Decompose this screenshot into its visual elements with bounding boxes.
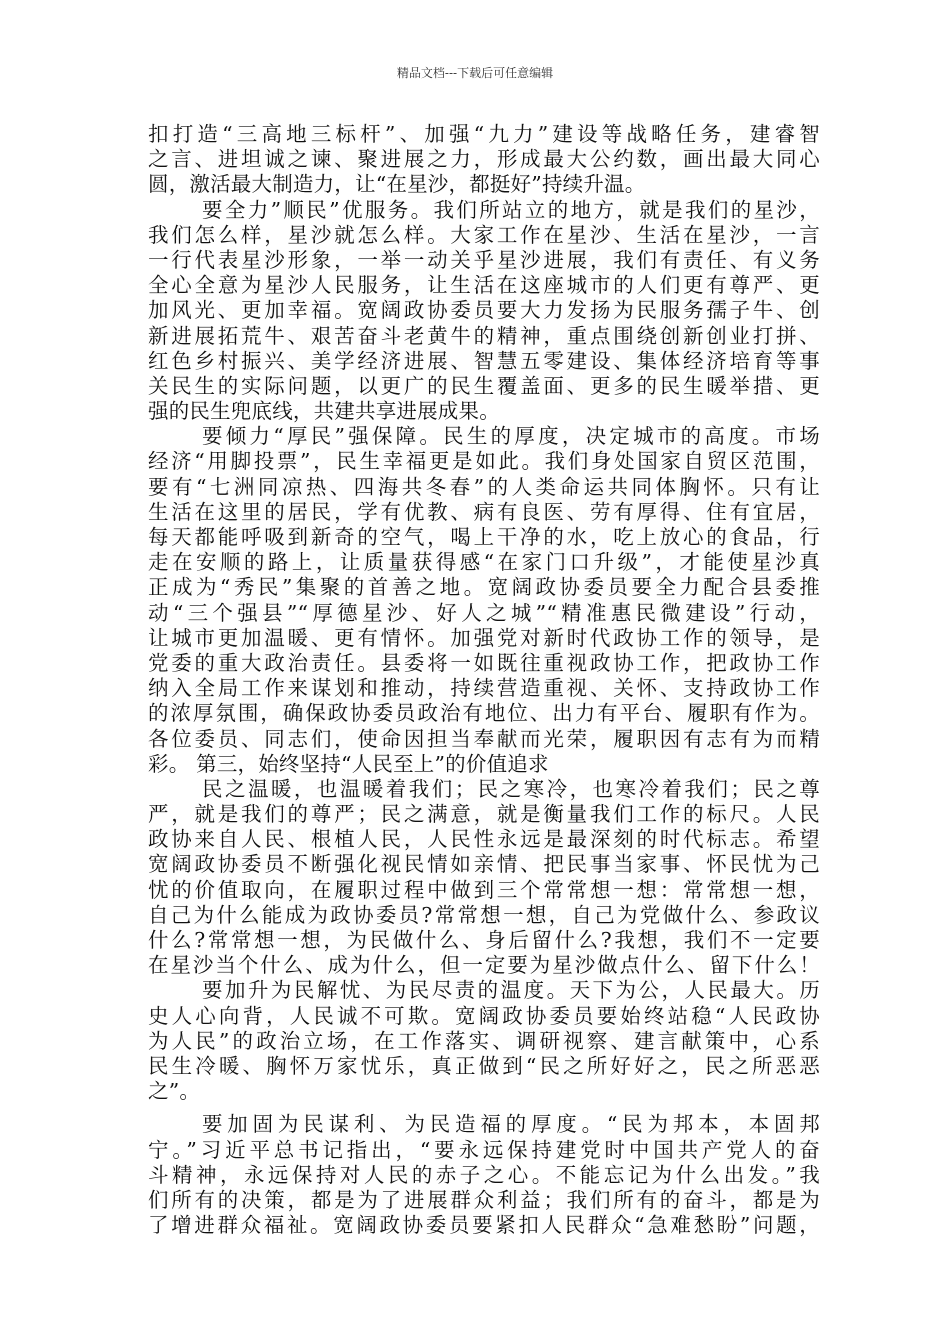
text-line: 经济“用脚投票”，民生幸福更是如此。我们身处国家自贸区范围， xyxy=(148,449,820,474)
text-line: 什么?常常想一想，为民做什么、身后留什么?我想，我们不一定要 xyxy=(148,928,820,952)
text-line: 扣打造“三高地三标杆”、加强“九力”建设等战略任务，建睿智 xyxy=(148,122,820,146)
paragraph-gap xyxy=(148,1104,820,1112)
text-line: 每天都能呼吸到新奇的空气，喝上干净的水，吃上放心的食品，行 xyxy=(148,525,820,549)
text-line: 关民生的实际问题，以更广的民生覆盖面、更多的民生暖举措、更 xyxy=(148,373,820,398)
text-line: 之言、进坦诚之谏、聚进展之力，形成最大公约数，画出最大同心 xyxy=(148,147,820,172)
text-line: 们所有的决策，都是为了进展群众利益；我们所有的奋斗，都是为 xyxy=(148,1187,820,1212)
text-line: 全心全意为星沙人民服务，让生活在这座城市的人们更有尊严、更 xyxy=(148,273,820,298)
text-line: 民生冷暖、胸怀万家忧乐，真正做到“民之所好好之，民之所恶恶 xyxy=(148,1053,820,1078)
text-line: 各位委员、同志们，使命因担当奉献而光荣，履职因有志有为而精 xyxy=(148,726,820,751)
text-line: 为人民”的政治立场，在工作落实、调研视察、建言献策中，心系 xyxy=(148,1028,820,1053)
text-line: 一行代表星沙形象，一举一动关乎星沙进展，我们有责任、有义务 xyxy=(148,247,820,272)
text-line: 宁。”习近平总书记指出，“要永远保持建党时中国共产党人的奋 xyxy=(148,1137,820,1162)
page-header: 精品文档---下载后可任意编辑 xyxy=(396,66,554,80)
text-line: 我们怎么样，星沙就怎么样。大家工作在星沙、生活在星沙，一言 xyxy=(148,222,820,247)
text-line: 了增进群众福祉。宽阔政协委员要紧扣人民群众“急难愁盼”问题， xyxy=(148,1213,820,1238)
text-line: 正成为“秀民”集聚的首善之地。宽阔政协委员要全力配合县委推 xyxy=(148,575,820,600)
text-line: 让城市更加温暖、更有情怀。加强党对新时代政协工作的领导，是 xyxy=(148,625,820,650)
text-line: 忧的价值取向，在履职过程中做到三个常常想一想：常常想一想， xyxy=(148,877,820,902)
text-line: 要加升为民解忧、为民尽责的温度。天下为公，人民最大。历 xyxy=(202,978,820,1003)
text-line: 的浓厚氛围，确保政协委员政治有地位、出力有平台、履职有作为。 xyxy=(148,701,820,726)
text-line: 要加固为民谋利、为民造福的厚度。“民为邦本，本固邦 xyxy=(202,1112,820,1137)
text-line: 要有“七洲同凉热、四海共冬春”的人类命运共同体胸怀。只有让 xyxy=(148,474,820,499)
text-line: 新进展拓荒牛、艰苦奋斗老黄牛的精神，重点围绕创新创业打拼、 xyxy=(148,323,820,348)
text-line: 加风光、更加幸福。宽阔政协委员要大力发扬为民服务孺子牛、创 xyxy=(148,298,820,323)
document-body xyxy=(148,122,820,1238)
text-line: 圆，激活最大制造力，让“在星沙，都挺好”持续升温。 xyxy=(148,172,646,197)
text-line: 自己为什么能成为政协委员?常常想一想，自己为党做什么、参政议 xyxy=(148,902,820,927)
text-line: 走在安顺的路上，让质量获得感“在家门口升级”，才能使星沙真 xyxy=(148,550,820,575)
text-line: 要倾力“厚民”强保障。民生的厚度，决定城市的高度。市场 xyxy=(202,424,820,449)
text-line: 生活在这里的居民，学有优教、病有良医、劳有厚得、住有宜居， xyxy=(148,499,820,524)
text-line: 严，就是我们的尊严；民之满意，就是衡量我们工作的标尺。人民 xyxy=(148,802,820,827)
text-line: 政协来自人民、根植人民，人民性永远是最深刻的时代标志。希望 xyxy=(148,827,820,852)
text-line: 要全力”顺民”优服务。我们所站立的地方，就是我们的星沙， xyxy=(202,197,820,222)
text-line: 民之温暖，也温暖着我们；民之寒冷，也寒冷着我们；民之尊 xyxy=(202,776,820,801)
text-line: 在星沙当个什么、成为什么，但一定要为星沙做点什么、留下什么！ xyxy=(148,953,820,978)
text-line: 动“三个强县”“厚德星沙、好人之城”“精准惠民微建设”行动， xyxy=(148,600,820,625)
text-line: 纳入全局工作来谋划和推动，持续营造重视、关怀、支持政协工作 xyxy=(148,676,820,701)
text-line: 强的民生兜底线，共建共享进展成果。 xyxy=(148,399,500,424)
text-line: 彩。 第三，始终坚持“人民至上”的价值追求 xyxy=(148,751,549,776)
text-line: 红色乡村振兴、美学经济进展、智慧五零建设、集体经济培育等事 xyxy=(148,348,820,373)
text-line: 史人心向背，人民诚不可欺。宽阔政协委员要始终站稳“人民政协 xyxy=(148,1003,820,1028)
text-line: 宽阔政协委员不断强化视民情如亲情、把民事当家事、怀民忧为己 xyxy=(148,852,820,877)
text-line: 党委的重大政治责任。县委将一如既往重视政协工作，把政协工作 xyxy=(148,650,820,675)
text-line: 斗精神，永远保持对人民的赤子之心。不能忘记为什么出发。”我 xyxy=(148,1162,820,1187)
text-line: 之”。 xyxy=(148,1079,201,1104)
